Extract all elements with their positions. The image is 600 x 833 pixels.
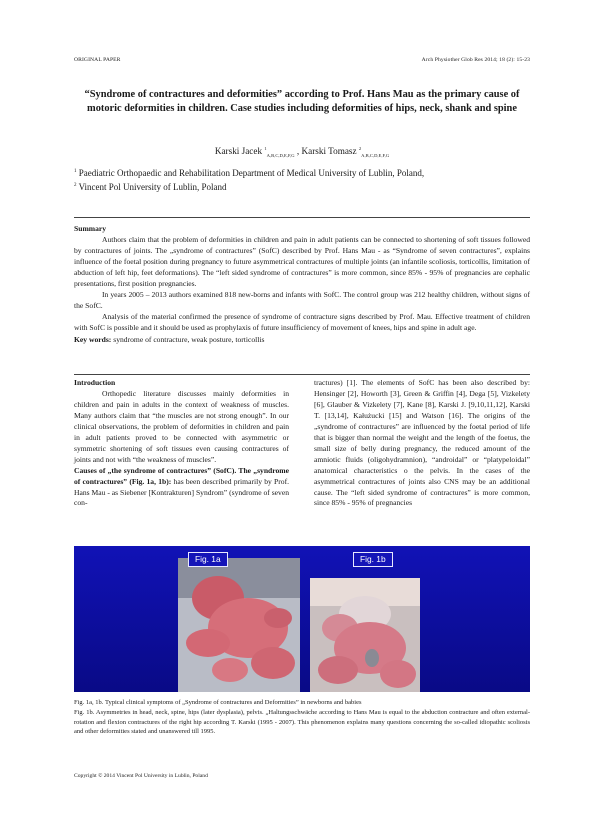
- author-1-name: Karski Jacek: [214, 146, 265, 157]
- right-column: [314, 378, 530, 509]
- summary-bottom-rule: [74, 374, 530, 375]
- author-2-affil-num: 2: [358, 146, 362, 151]
- figure-1: [74, 546, 530, 692]
- author-separator: ,: [294, 146, 302, 157]
- summary-heading: Summary: [74, 224, 107, 233]
- keywords-label: Key words:: [74, 335, 112, 344]
- figure-caption-2: Fig. 1b. Asymmetries in head, neck, spine, hips (later dysplasia), pelvis. „Haltungsschwäche according to Hans Mau is equal to the abduction contracture and often external-rotation and flexion contractures of the right hip according T. Karski (1995 - 2007). This phenomenon explains many questions concerning the so-called idiopathic scoliosis and other deformities stated and unanswered till 1995.: [74, 709, 530, 736]
- affiliation-1-text: Paediatric Orthopaedic and Rehabilitation Department of Medical University of Lublin, Poland,: [76, 168, 425, 178]
- keywords-text: syndrome of contracture, weak posture, torticollis: [111, 335, 265, 344]
- causes-heading: Causes of „the syndrome of contractures” (SofC). The „syndrome of contractures” (Fig. 1a, 1b):: [74, 465, 289, 486]
- section-heading-introduction: Introduction: [74, 378, 116, 387]
- intro-paragraph-2: [74, 466, 289, 510]
- affiliation-1: [74, 168, 424, 178]
- author-1-affil-num: 1: [264, 146, 267, 151]
- author-2-contrib: A,B,C,D,E,F,G: [361, 152, 390, 158]
- summary-top-rule: [74, 217, 530, 218]
- journal-citation: Arch Physiother Glob Res 2014; 18 (2): 15-23: [421, 57, 530, 63]
- summary-paragraph-3: Analysis of the material confirmed the presence of syndrome of contracture signs described by Prof. Mau. Effective treatment of children with SofC is possible and it should be used as prophylaxis of future insufficiency of movement of knees, hips and spine in adult age.: [74, 312, 530, 332]
- affiliation-2-text: Vincent Pol University of Lublin, Poland: [76, 182, 227, 192]
- photo-fig-1b: [310, 578, 420, 692]
- keywords: [74, 334, 530, 345]
- author-line: [70, 146, 534, 158]
- journal-section-label: ORIGINAL PAPER: [74, 57, 121, 63]
- author-2-name: Karski Tomasz: [301, 146, 359, 157]
- summary-paragraph-1: Authors claim that the problem of deformities in children and pain in adult patients can be connected to shortening of soft tissues followed by contractures of joints. The „syndrome of contractures” (SofC) described by Prof. Hans Mau - as “Syndrome of seven contractures”, explains influence of the foetal position during pregnancy to future asymmetrical contractures of multiple joints (an infantile scoliosis, torticollis, limitation of abduction of left hip, feet deformations). The “left sided syndrome of contractures” is more common, since 85% - 95% of pregnancies are cephalic presentations, first position pregnancies.: [74, 235, 530, 288]
- right-column-paragraph: tractures) [1]. The elements of SofC has been also described by: Hensinger [2], Howorth [3], Green & Griffin [4], Dega [5], Vizkelety [6], Glauber & Vizkelety [7], Kane [8], Karski J. [9,10,11,12], Karski T. [13,14], Kałużucki [15] and Watson [16]. The origins of the „syndrome of contractures” are influenced by the foetal period of life that is bigger than normal the weight and the length of the foetus, the small size of belly during pregnancy, the reduced amount of the amniotic fluids (oligohydramnion), “androidal” or “platypeloidal” anatomical characteristics o the pelvis. In the cases of the asymmetrical contractures of joints also CNS may be an additional cause. The “left sided syndrome of contractures” is more common, since 85% - 95% of pregnancies: [314, 378, 530, 508]
- affiliation-2: [74, 182, 227, 192]
- summary-paragraph-2: In years 2005 – 2013 authors examined 818 new-borns and infants with SofC. The control group was 212 healthy children, without signs of the SofC.: [74, 290, 530, 310]
- figure-label-1b: Fig. 1b: [353, 552, 393, 567]
- intro-paragraph-1: Orthopedic literature discusses mainly deformities in children and pain in adults in the context of weakness of muscles. Many authors claim that “the muscles are not strong enough”. In our clinical observations, the problem of deformities in children and pain in adult patients proved to be connected with asymmetric or symmetric shortening of soft tissues even causing contractures of joints and not with “the weakness of muscles”.: [74, 388, 289, 464]
- photo-fig-1a: [178, 558, 300, 692]
- causes-text: has been described primarily by Prof. Hans Mau - as Siebener [Kontrakturen] Syndrom” (syndrome of seven con-: [74, 476, 289, 508]
- figure-caption-1: Fig. 1a, 1b. Typical clinical symptoms of „Syndrome of contractures and Deformities” in newborns and babies: [74, 699, 362, 706]
- paper-title: “Syndrome of contractures and deformities” according to Prof. Hans Mau as the primary cause of motoric deformities in children. Case studies including deformities of hips, neck, shank and spine: [84, 89, 520, 114]
- affiliation-1-num: 1: [74, 169, 77, 174]
- affiliation-2-num: 2: [74, 183, 77, 188]
- summary-block: [74, 223, 530, 345]
- figure-label-1a: Fig. 1a: [188, 552, 228, 567]
- left-column: [74, 378, 289, 509]
- copyright-footer: Copyright © 2014 Vincent Pol University in Lublin, Poland: [74, 773, 208, 779]
- author-1-contrib: A,B,C,D,E,F,G: [266, 152, 295, 158]
